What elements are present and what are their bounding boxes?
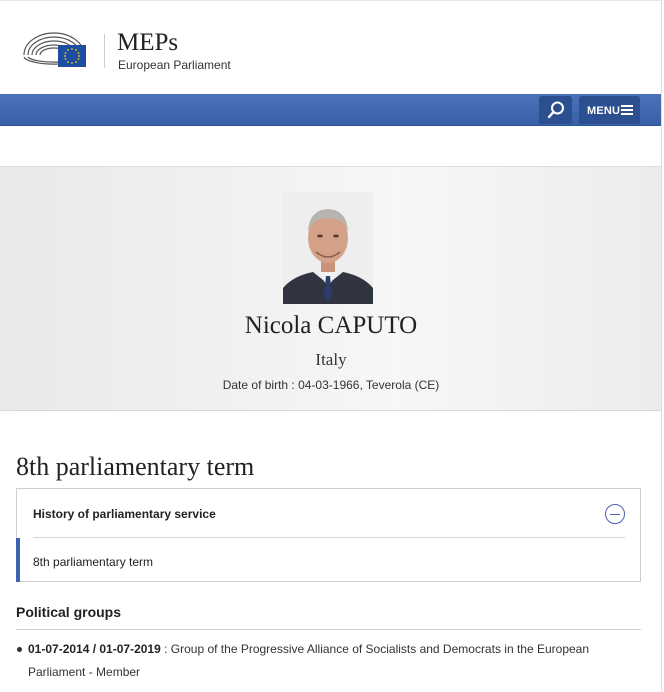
menu-button[interactable] [579, 96, 640, 124]
bullet-icon [17, 647, 22, 652]
group-dates: 01-07-2014 / 01-07-2019 [28, 642, 161, 656]
political-groups-title: Political groups [16, 604, 122, 620]
accordion-title[interactable]: History of parliamentary service [33, 507, 216, 521]
group-description: : Group of the Progressive Alliance of Socialists and Democrats in the European Parliament - Member [28, 642, 590, 679]
mep-photo [283, 192, 373, 304]
accordion-divider [33, 537, 625, 538]
collapse-icon[interactable] [605, 504, 625, 524]
term-title: 8th parliamentary term [16, 452, 255, 481]
search-icon [539, 96, 572, 124]
main-navbar [0, 94, 662, 126]
active-indicator [16, 538, 20, 582]
mep-birth-info: Date of birth : 04-03-1966, Teverola (CE) [222, 378, 440, 392]
site-header [0, 0, 662, 94]
accordion-item-8th-term[interactable]: 8th parliamentary term [33, 555, 154, 569]
search-button[interactable] [539, 96, 572, 124]
site-subtitle: European Parliament [118, 58, 231, 72]
site-title[interactable]: MEPs [117, 29, 179, 56]
list-item [28, 638, 633, 684]
logo-divider [104, 34, 105, 68]
mep-name: Nicola CAPUTO [244, 312, 418, 339]
history-accordion [16, 488, 641, 582]
menu-label: MENU [587, 105, 621, 117]
european-parliament-logo[interactable] [22, 31, 88, 69]
mep-profile [0, 167, 662, 411]
mep-country: Italy [315, 350, 347, 369]
hamburger-icon [621, 105, 633, 115]
groups-divider [16, 629, 641, 630]
